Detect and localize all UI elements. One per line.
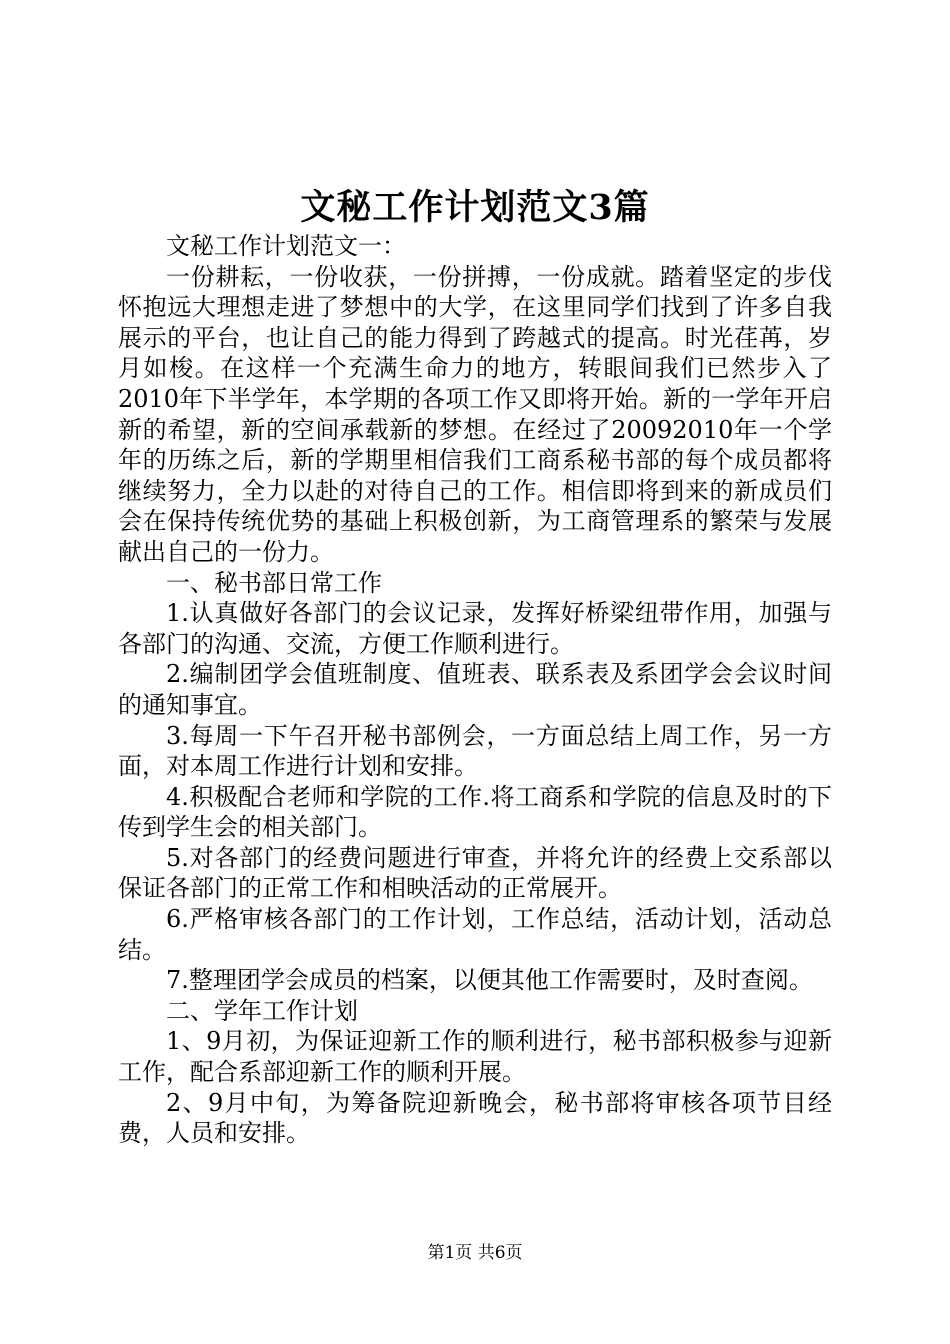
list-item: 2.编制团学会值班制度、值班表、联系表及系团学会会议时间的通知事宜。 xyxy=(118,660,832,719)
document-body xyxy=(118,231,832,1149)
list-item: 5.对各部门的经费问题进行审查，并将允许的经费上交系部以保证各部门的正常工作和相映活动的正常展开。 xyxy=(118,843,832,903)
list-item: 7.整理团学会成员的档案，以便其他工作需要时，及时查阅。 xyxy=(166,966,813,995)
list-item: 1.认真做好各部门的会议记录，发挥好桥梁纽带作用，加强与各部门的沟通、交流，方便工作顺利进行。 xyxy=(118,599,832,658)
section-heading-year-plan: 二、学年工作计划 xyxy=(166,996,358,1025)
list-item: 6.严格审核各部门的工作计划，工作总结，活动计划，活动总结。 xyxy=(118,905,832,964)
list-item: 3.每周一下午召开秘书部例会，一方面总结上周工作，另一方面，对本周工作进行计划和安排。 xyxy=(118,721,832,781)
paragraph-intro: 一份耕耘，一份收获，一份拼搏，一份成就。踏着坚定的步伐怀抱远大理想走进了梦想中的大学，在这里同学们找到了许多自我展示的平台，也让自己的能力得到了跨越式的提高。时光荏苒，岁月如梭。在这样一个充满生命力的地方，转眼间我们已然步入了2010年下半学年，本学期的各项工作又即将开始。新的一学年开启新的希望，新的空间承载新的梦想。在经过了20092010年一个学年的历练之后，新的学期里相信我们工商系秘书部的每个成员都将继续努力，全力以赴的对待自己的工作。相信即将到来的新成员们会在保持传统优势的基础上积极创新，为工商管理系的繁荣与发展献出自己的一份力。 xyxy=(118,262,832,566)
list-item: 2、9月中旬，为筹备院迎新晚会，秘书部将审核各项节目经费，人员和安排。 xyxy=(118,1088,832,1148)
document-title: 文秘工作计划范文3篇 xyxy=(300,187,650,228)
list-item: 4.积极配合老师和学院的工作.将工商系和学院的信息及时的下传到学生会的相关部门。 xyxy=(118,782,832,842)
list-item: 1、9月初，为保证迎新工作的顺利进行，秘书部积极参与迎新工作，配合系部迎新工作的顺利开展。 xyxy=(118,1027,832,1087)
section-heading-daily-work: 一、秘书部日常工作 xyxy=(166,568,382,597)
paragraph-heading-intro: 文秘工作计划范文一： xyxy=(166,232,406,260)
page-number: 第1页 共6页 xyxy=(427,1243,523,1263)
